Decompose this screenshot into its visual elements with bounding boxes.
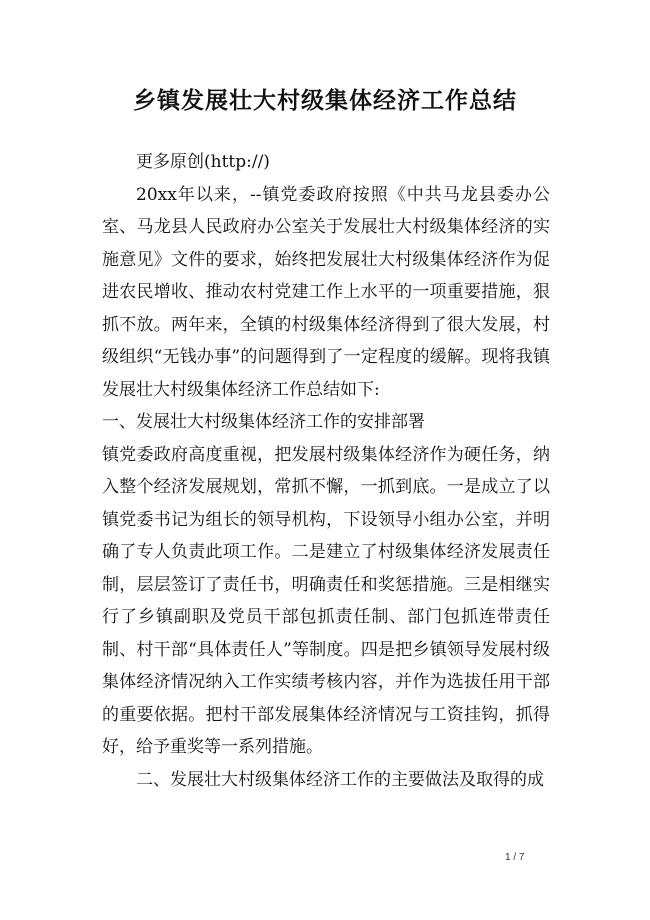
- section-heading-1: 一、发展壮大村级集体经济工作的安排部署: [102, 412, 425, 432]
- document-title: 乡镇发展壮大村级集体经济工作总结: [133, 87, 517, 114]
- document-body: [102, 146, 550, 796]
- source-line: 更多原创(http://): [136, 152, 270, 172]
- section-1-paragraph: 镇党委政府高度重视，把发展村级集体经济作为硬任务，纳入整个经济发展规划，常抓不懈，一抓到底。一是成立了以镇党委书记为组长的领导机构，下设领导小组办公室，并明确了专人负责此项工作。二是建立了村级集体经济发展责任制，层层签订了责任书，明确责任和奖惩措施。三是相继实行了乡镇副职及党员干部包抓责任制、部门包抓连带责任制、村干部“具体责任人”等制度。四是把乡镇领导发展村级集体经济情况纳入工作实绩考核内容，并作为选拔任用干部的重要依据。把村干部发展集体经济情况与工资挂钩，抓得好，给予重奖等一系列措施。: [102, 444, 550, 757]
- section-heading-2: 二、发展壮大村级集体经济工作的主要做法及取得的成: [136, 769, 544, 790]
- page-number: 1 / 7: [505, 852, 525, 863]
- intro-paragraph: 20xx年以来，--镇党委政府按照《中共马龙县委办公室、马龙县人民政府办公室关于发展壮大村级集体经济的实施意见》文件的要求，始终把发展壮大村级集体经济作为促进农民增收、推动农村党建工作上水平的一项重要措施，狠抓不放。两年来，全镇的村级集体经济得到了很大发展，村级组织“无钱办事”的问题得到了一定程度的缓解。现将我镇发展壮大村级集体经济工作总结如下:: [102, 184, 550, 400]
